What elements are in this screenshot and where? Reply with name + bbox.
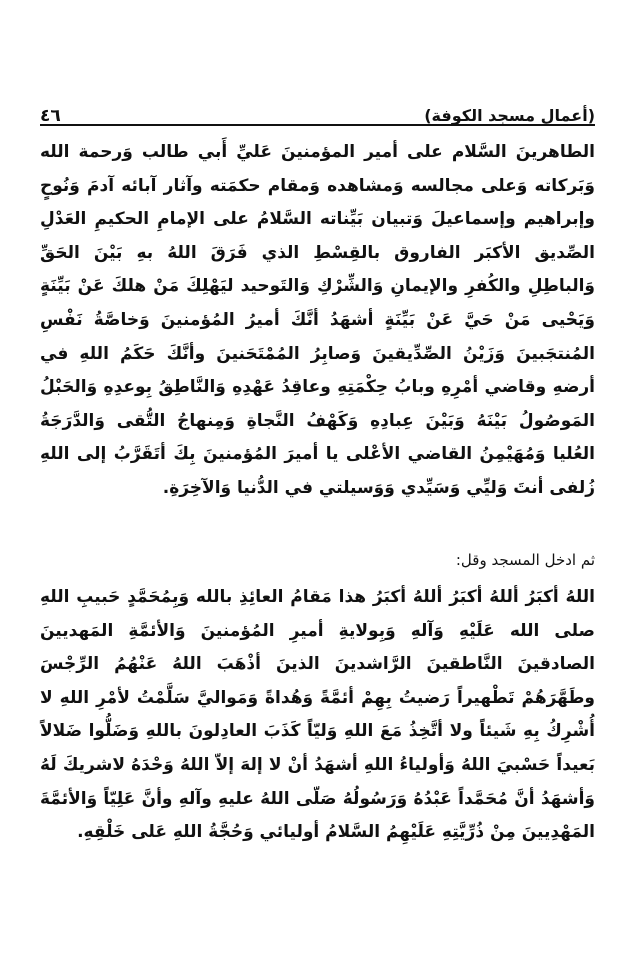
header-divider	[40, 124, 595, 126]
page-header	[40, 96, 595, 126]
page-number: ٤٦	[40, 106, 61, 126]
ziyarat-paragraph-1: الطاهرينَ السَّلام على أمير المؤمنينَ عَليِّ أَبي طالب وَرحمة الله وَبَركاته وَعلى مجالسه وَمشاهده وَمقام حكمَته وآثار آبائه آدمَ وَنُوحٍ وإبراهيم وإسماعيلَ وَتبيان بَيِّناته السَّلامُ على الإمامِ الحكيمِ العَدْلِ الصِّديق الأكبَر الفاروق بالقِسْطِ الذي فَرَقَ اللهُ بهِ بَيْنَ الحَقِّ وَالباطِلِ والكُفرِ والإيمانِ وَالشِّرْكِ وَالتَوحيد ليَهْلِكَ مَنْ هلكَ عَنْ بَيِّنَةٍ وَيَحْيى مَنْ حَيَّ عَنْ بَيِّنَةٍ أشهَدُ أنَّكَ أميرُ المُؤمنينَ وَخاصَّةُ نَفْسِ المُنتجَبينَ وَزَيْنُ الصِّدِّيقينَ وَصابِرُ المُمْتَحَنينَ وأنَّكَ حَكَمُ اللهِ في أرضهِ وقاضي أمْرِهِ وبابُ حِكْمَتِهِ وعاقِدُ عَهْدِهِ وَالنَّاطِقُ بِوعدِهِ وَالحَبْلُ المَوصُولُ بَيْنَهُ وَبَيْنَ عِبادِهِ وَكَهْفُ النَّجاةِ وَمِنهاجُ التُّقى وَالدَّرَجَةُ العُليا وَمُهَيْمِنُ القاضي الأعْلى يا أميرَ المُؤمنينَ بِكَ أتَقَرَّبُ إلى اللهِ زُلفى أنتَ وَليِّي وَسَيِّدي وَوَسيلتي في الدُّنيا وَالآخِرَةِ.	[40, 142, 595, 498]
running-title: (أعمال مسجد الكوفة)	[424, 106, 595, 125]
ziyarat-paragraph-2: اللهُ أكبَرُ أللهُ أكبَرُ أللهُ أكبَرُ هذا مَقامُ العائِذِ بالله وَبِمُحَمَّدٍ حَبيبِ اللهِ صلى الله عَلَيْهِ وَآلهِ وَبِولايةِ أميرِ المُؤمنينَ وَالأئمَّةِ المَهديينَ الصادقينَ النَّاطقينَ الرَّاشدينَ الذينَ أذْهَبَ اللهُ عَنْهُمُ الرِّجْسَ وطَهَّرَهُمْ تَطْهيراً رَضيتُ بِهِمْ أئمَّةً وَهُداةً وَمَواليَّ سَلَّمْتُ لأمْرِ اللهِ لا أُشْرِكُ بِهِ شَيئاً ولا أتَّخِذُ مَعَ اللهِ وَليّاً كَذَبَ العادِلونَ باللهِ وَضَلُّوا ضَلالاً بَعيداً حَسْبيَ اللهُ وَأولياءُ اللهِ أشهَدُ أنْ لا إلهَ إلاّ اللهُ وَحْدَهُ لاشريكَ لَهُ وَأشهَدُ أنَّ مُحَمَّداً عَبْدُهُ وَرَسُولُهُ صَلّى اللهُ عليهِ وآلهِ وأنَّ عَلِيّاً وَالأئمَّةَ المَهْدِيينَ مِنْ ذُرِّيَّتِهِ عَلَيْهِمُ السَّلامُ أوليائي وَحُجَّةُ اللهِ عَلى خَلْقِهِ.	[40, 587, 595, 843]
instruction-line: ثم ادخل المسجد وقل:	[455, 551, 595, 569]
